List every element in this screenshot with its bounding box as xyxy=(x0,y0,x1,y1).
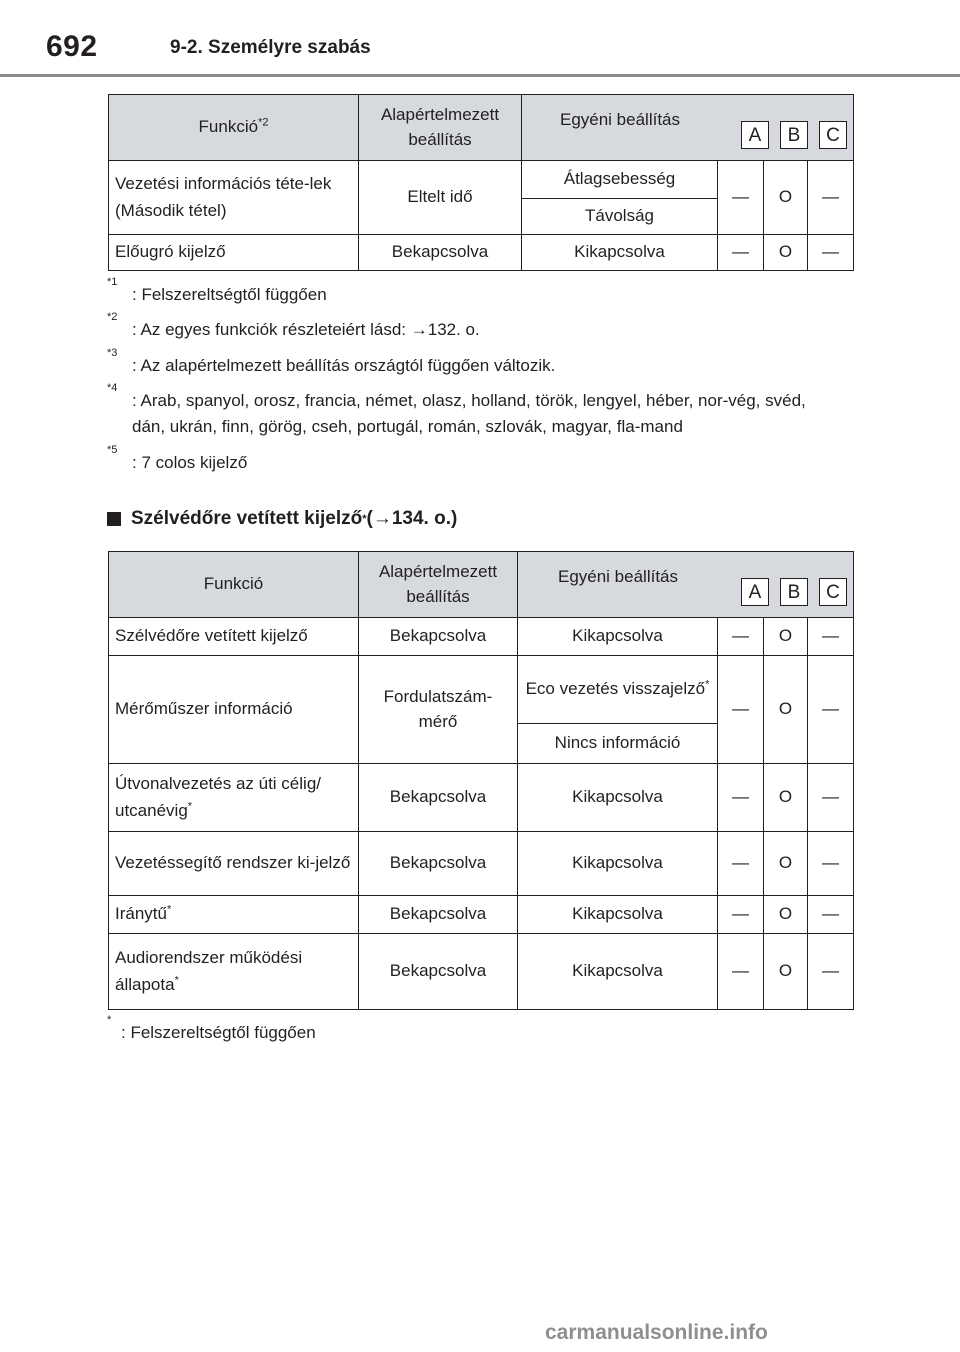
footnote: *5 : 7 colos kijelző xyxy=(107,443,248,472)
legend-box-a: A xyxy=(741,121,769,149)
cell-default: Bekapcsolva xyxy=(359,618,518,656)
square-bullet-icon xyxy=(107,512,121,526)
settings-table-1 xyxy=(108,94,854,271)
footnote: *2 : Az egyes funkciók részleteiért lásd: →132. o. xyxy=(107,311,480,340)
cell-a: — xyxy=(718,832,764,896)
cell-custom: Nincs információ xyxy=(518,724,718,764)
table-row xyxy=(109,235,854,271)
cell-default: Bekapcsolva xyxy=(359,832,518,896)
cell-custom: Kikapcsolva xyxy=(518,618,718,656)
col-header-default: Alapértelmezett beállítás xyxy=(359,95,522,161)
footnote: *4 : Arab, spanyol, orosz, francia, német, olasz, holland, török, lengyel, héber, nor-vég, svéd, dán, ukrán, finn, görög, cseh, portugál, román, szlovák, magyar, fla-mand xyxy=(107,382,806,437)
cell-funkcio: Előugró kijelző xyxy=(109,235,359,271)
table-row xyxy=(109,656,854,724)
cell-default: Bekapcsolva xyxy=(359,764,518,832)
cell-a: — xyxy=(718,934,764,1010)
cell-custom: Kikapcsolva xyxy=(518,764,718,832)
table-row xyxy=(109,896,854,934)
settings-table-2 xyxy=(108,551,854,1010)
table-row xyxy=(109,618,854,656)
legend-box-a: A xyxy=(741,578,769,606)
col-header-default: Alapértelmezett beállítás xyxy=(359,552,518,618)
cell-default: Bekapcsolva xyxy=(359,896,518,934)
cell-default: Fordulatszám-mérő xyxy=(359,656,518,764)
legend-letters xyxy=(741,107,847,149)
cell-default: Bekapcsolva xyxy=(359,934,518,1010)
legend-box-b: B xyxy=(780,578,808,606)
cell-c: — xyxy=(808,764,854,832)
cell-b: O xyxy=(764,934,808,1010)
header-divider xyxy=(0,74,960,77)
cell-b: O xyxy=(764,832,808,896)
table-row xyxy=(109,161,854,199)
cell-custom: Átlagsebesség xyxy=(522,161,718,199)
cell-b: O xyxy=(764,235,808,271)
legend-box-c: C xyxy=(819,578,847,606)
col-header-funkcio: Funkció xyxy=(109,552,359,618)
cell-b: O xyxy=(764,764,808,832)
legend-box-c: C xyxy=(819,121,847,149)
cell-a: — xyxy=(718,656,764,764)
col-header-custom: Egyéni beállítás A B C xyxy=(518,552,854,618)
cell-c: — xyxy=(808,656,854,764)
cell-a: — xyxy=(718,235,764,271)
section-title: 9-2. Személyre szabás xyxy=(170,37,371,58)
cell-c: — xyxy=(808,618,854,656)
cell-c: — xyxy=(808,161,854,235)
cell-funkcio: Audiorendszer működési állapota* xyxy=(109,934,359,1010)
footnotes-2 xyxy=(107,1014,316,1055)
watermark: carmanualsonline.info xyxy=(545,1321,768,1344)
cell-custom: Kikapcsolva xyxy=(518,832,718,896)
cell-c: — xyxy=(808,896,854,934)
cell-default: Bekapcsolva xyxy=(359,235,522,271)
legend-box-b: B xyxy=(780,121,808,149)
cell-default: Eltelt idő xyxy=(359,161,522,235)
cell-c: — xyxy=(808,832,854,896)
cell-funkcio: Mérőműszer információ xyxy=(109,656,359,764)
table-row xyxy=(109,832,854,896)
table-header-row xyxy=(109,95,854,161)
cell-custom: Távolság xyxy=(522,199,718,235)
col-header-custom: Egyéni beállítás A B C xyxy=(522,95,854,161)
cell-custom: Kikapcsolva xyxy=(518,896,718,934)
footnote: *1 : Felszereltségtől függően xyxy=(107,276,327,304)
cell-a: — xyxy=(718,764,764,832)
cell-funkcio: Iránytű* xyxy=(109,896,359,934)
col-header-funkcio: Funkció$^{*2}$ xyxy=(109,95,359,161)
cell-b: O xyxy=(764,896,808,934)
hud-section-heading: Szélvédőre vetített kijelző * (→134. o.) xyxy=(107,508,457,530)
cell-a: — xyxy=(718,618,764,656)
cell-c: — xyxy=(808,934,854,1010)
footnote: *3 : Az alapértelmezett beállítás országtól függően változik. xyxy=(107,346,556,375)
cell-a: — xyxy=(718,161,764,235)
footnote: * : Felszereltségtől függően xyxy=(107,1014,316,1042)
footnotes xyxy=(107,276,847,485)
cell-funkcio: Vezetéssegítő rendszer ki-jelző xyxy=(109,832,359,896)
cell-custom: Kikapcsolva xyxy=(518,934,718,1010)
cell-funkcio: Útvonalvezetés az úti célig/ utcanévig* xyxy=(109,764,359,832)
cell-a: — xyxy=(718,896,764,934)
page-number: 692 xyxy=(46,30,98,63)
cell-b: O xyxy=(764,161,808,235)
table-row xyxy=(109,934,854,1010)
cell-b: O xyxy=(764,656,808,764)
cell-funkcio: Szélvédőre vetített kijelző xyxy=(109,618,359,656)
table-header-row xyxy=(109,552,854,618)
cell-custom: Kikapcsolva xyxy=(522,235,718,271)
cell-funkcio: Vezetési információs téte-lek (Második tétel) xyxy=(109,161,359,235)
cell-c: — xyxy=(808,235,854,271)
cell-b: O xyxy=(764,618,808,656)
table-row xyxy=(109,764,854,832)
cell-custom: Eco vezetés visszajelző* xyxy=(518,656,718,724)
legend-letters xyxy=(741,564,847,606)
